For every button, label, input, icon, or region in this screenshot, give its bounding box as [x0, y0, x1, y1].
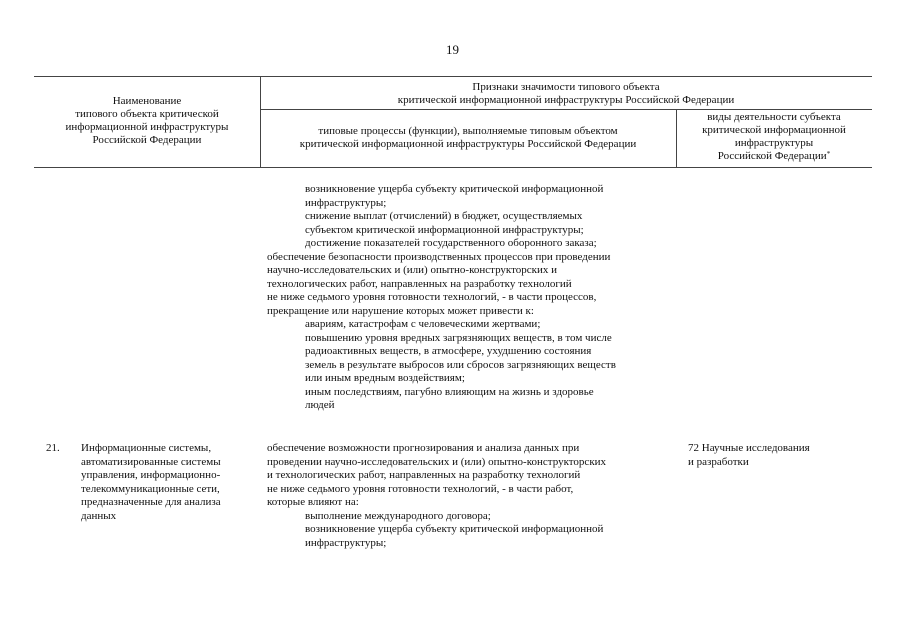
table-top-rule [34, 76, 872, 77]
row-activity-text: 72 Научные исследования и разработки [688, 442, 810, 468]
header-group-title: Признаки значимости типового объекта критической информационной инфраструктуры Российской Федерации [397, 81, 735, 106]
header-process-column: типовые процессы (функции), выполняемые типовым объектом критической информационной инфраструктуры Российской Федерации [299, 125, 637, 150]
row-object-name: Информационные системы, автоматизированные системы управления, информационно- телекоммуникационные сети, предназначенные для анализа данных [81, 442, 221, 522]
footnote-marker: * [826, 150, 831, 158]
header-name-column: Наименование типового объекта критической информационной инфраструктуры Российской Федерации [65, 95, 229, 146]
header-activity-column: виды деятельности субъекта критической информационной инфраструктуры Российской Федерации* [702, 111, 846, 162]
continuation-process-text: возникновение ущерба субъекту критической информационной инфраструктуры; снижение выплат (отчислений) в бюджет, осуществляемых субъектом критической информационной инфраструктуры; достижение показателей государственного оборонного заказа; обеспечение безопасности производственных процессов при проведении научно-исследовательских и (или) опытно-конструкторских и технологических работ, направленных на разработку технологий не ниже седьмого уровня готовности технологий, - в части процессов, прекращение или нарушение которых может привести к: авариям, катастрофам с человеческими жертвами; повышению уровня вредных загрязняющих веществ, в том числе радиоактивных веществ, в атмосфере, ухудшению состояния земель в результате выбросов или сбросов загрязняющих веществ или иным вредным воздействиям; иным последствиям, пагубно влияющим на жизнь и здоровье людей [267, 183, 616, 411]
row-process-text: обеспечение возможности прогнозирования и анализа данных при проведении научно-исследовательских и (или) опытно-конструкторских и технологических работ, направленных на разработку технологий не ниже седьмого уровня готовности технологий, - в части работ, которые влияют на: выполнение международного договора; возникновение ущерба субъекту критической информационной инфраструктуры; [267, 442, 607, 549]
page-number: 19 [446, 42, 459, 57]
group-header-rule [260, 109, 872, 110]
row-number: 21. [46, 442, 60, 454]
header-bottom-rule [34, 167, 872, 168]
